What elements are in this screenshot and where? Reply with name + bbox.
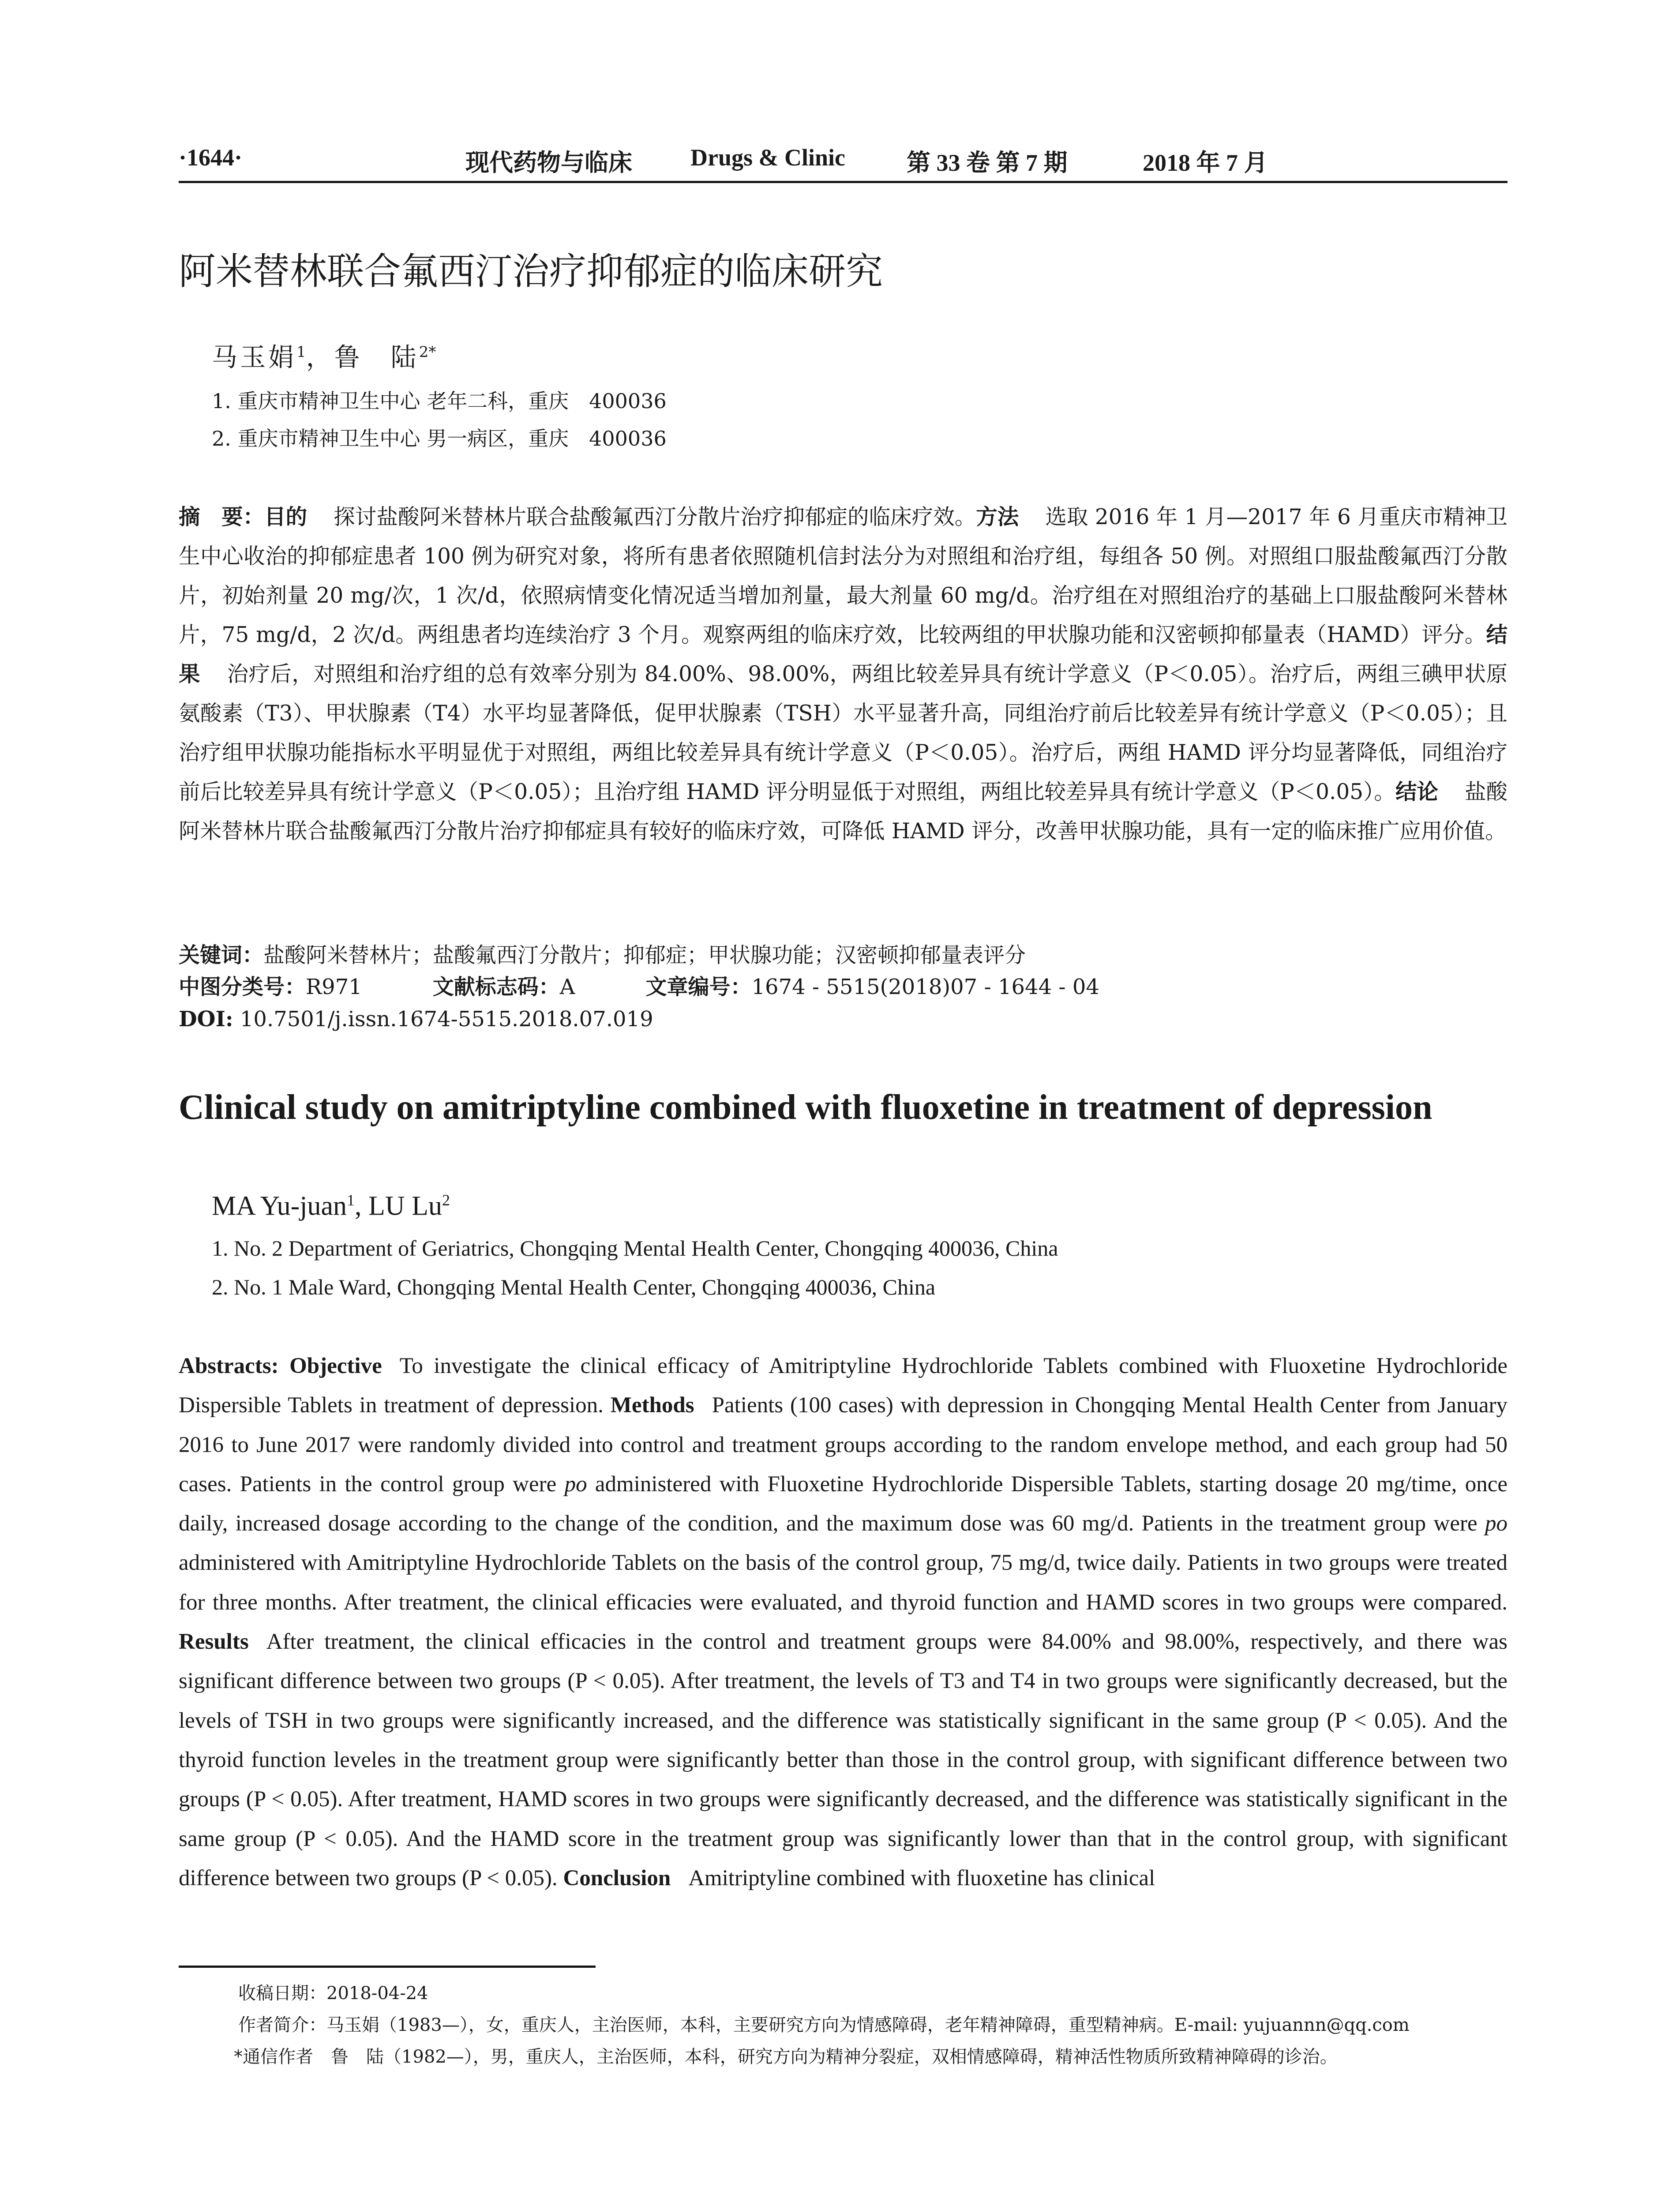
affiliation-cn-2: 2. 重庆市精神卫生中心 男一病区，重庆 400036 xyxy=(212,427,667,450)
received-label: 收稿日期： xyxy=(238,1983,326,2003)
methods-label: Methods xyxy=(610,1393,694,1418)
abstract-label: Abstracts: xyxy=(179,1354,279,1378)
results-text: 治疗后，对照组和治疗组的总有效率分别为 84.00%、98.00%，两组比较差异具有统计学意义（P＜0.05）。治疗后，两组三碘甲状原氨酸素（T3）、甲状腺素（T4）水平均显著降低，促甲状腺素（TSH）水平显著升高，同组治疗前后比较差异有统计学意义（P＜0.05）；且治疗组甲状腺功能指标水平明显优于对照组，两组比较差异具有统计学意义（P＜0.05）。治疗后，两组 HAMD 评分均显著降低，同组治疗前后比较差异具有统计学意义（P＜0.05）；且治疗组 HAMD 评分明显低于对照组，两组比较差异具有统计学意义（P＜0.05）。 xyxy=(179,662,1508,804)
objective-label: 目的 xyxy=(264,505,308,529)
conclusion-label: 结论 xyxy=(1395,780,1438,804)
po-term: po xyxy=(564,1471,587,1497)
po-term: po xyxy=(1485,1511,1508,1536)
author-separator: , xyxy=(354,1191,368,1221)
corresponding-text: 鲁 陆（1982—），男，重庆人，主治医师，本科，研究方向为精神分裂症，双相情感障碍，精神活性物质所致精神障碍的诊治。 xyxy=(313,2047,1338,2067)
affiliation-en-1: 1. No. 2 Department of Geriatrics, Chongqing Mental Health Center, Chongqing 400036, China xyxy=(212,1236,1058,1261)
corresponding-label: *通信作者 xyxy=(234,2047,313,2067)
abstract-en xyxy=(179,1347,1508,1898)
footnote-received xyxy=(238,1980,428,2007)
conclusion-text: Amitriptyline combined with fluoxetine has clinical xyxy=(688,1865,1155,1891)
objective-text: 探讨盐酸阿米替林片联合盐酸氟西汀分散片治疗抑郁症的临床疗效。 xyxy=(334,505,976,529)
keywords: 盐酸阿米替林片；盐酸氟西汀分散片；抑郁症；甲状腺功能；汉密顿抑郁量表评分 xyxy=(263,943,1026,968)
footnote-author-intro xyxy=(238,2012,1410,2038)
abstract-cn xyxy=(179,498,1508,851)
document-code: A xyxy=(559,975,575,999)
methods-text: 选取 2016 年 1 月—2017 年 6 月重庆市精神卫生中心收治的抑郁症患者 100 例为研究对象，将所有患者依照随机信封法分为对照组和治疗组，每组各 50 例。对照组口服盐酸氟西汀分散片，初始剂量 20 mg/次，1 次/d，依照病情变化情况适当增加剂量，最大剂量 60 mg/d。治疗组在对照组治疗的基础上口服盐酸阿米替林片，75 mg/d，2 次/d。两组患者均连续治疗 3 个月。观察两组的临床疗效，比较两组的甲状腺功能和汉密顿抑郁量表（HAMD）评分。 xyxy=(179,505,1508,647)
conclusion-label: Conclusion xyxy=(563,1865,671,1891)
affiliation-marker: 2* xyxy=(419,343,436,361)
volume-issue: 第 33 卷 第 7 期 xyxy=(907,150,1068,176)
article-number: 1674 - 5515(2018)07 - 1644 - 04 xyxy=(751,975,1099,999)
running-header xyxy=(179,140,1508,183)
keywords-line xyxy=(179,940,1026,971)
abstract-label: 摘 要： xyxy=(179,505,265,529)
results-label: 结果 xyxy=(179,623,1508,687)
author-name: MA Yu-juan xyxy=(212,1191,347,1221)
methods-text: administered with Fluoxetine Hydrochloride Dispersible Tablets, starting dosage 20 mg/time, once daily, increased dosage according to the change of the condition, and the maximum dose was 60 mg/d. Patients in the treatment group were xyxy=(179,1471,1508,1536)
author-name: LU Lu xyxy=(368,1191,442,1221)
conclusion-text: 盐酸阿米替林片联合盐酸氟西汀分散片治疗抑郁症具有较好的临床疗效，可降低 HAMD 评分，改善甲状腺功能，具有一定的临床推广应用价值。 xyxy=(179,780,1508,844)
affiliation-marker: 1 xyxy=(296,343,306,361)
affiliation-cn-1: 1. 重庆市精神卫生中心 老年二科，重庆 400036 xyxy=(212,389,667,413)
doi-label: DOI: xyxy=(179,1007,233,1032)
affiliation-marker: 2 xyxy=(442,1191,450,1209)
objective-text: To investigate the clinical efficacy of Amitriptyline Hydrochloride Tablets combined with Fluoxetine Hydrochloride Dispersible Tablets in treatment of depression. xyxy=(179,1354,1508,1418)
affiliation-marker: 1 xyxy=(346,1191,355,1209)
author-name: 马玉娟 xyxy=(212,342,297,372)
article-number-label: 文章编号： xyxy=(645,975,752,999)
methods-text: administered with Amitriptyline Hydrochloride Tablets on the basis of the control group, 75 mg/d, twice daily. Patients in two groups were treated for three months. After treatment, the clinical efficacies were evaluated, and thyroid function and HAMD scores in two groups were compared. xyxy=(179,1550,1508,1615)
author-separator: ， xyxy=(306,342,334,372)
author-name: 鲁 陆 xyxy=(334,342,419,372)
doi-line xyxy=(179,1004,653,1035)
author-intro-text: 马玉娟（1983—），女，重庆人，主治医师，本科，主要研究方向为情感障碍，老年精神障碍，重型精神病。E-mail: yujuannn@qq.com xyxy=(326,2015,1410,2035)
results-label: Results xyxy=(179,1629,249,1654)
author-list-cn xyxy=(212,334,436,375)
document-code-label: 文献标志码： xyxy=(432,975,560,999)
methods-text: Patients (100 cases) with depression in Chongqing Mental Health Center from January 2016 to June 2017 were randomly divided into control and treatment groups according to the random envelope method, and each group had 50 cases. Patients in the control group were xyxy=(179,1393,1508,1497)
footnote-divider xyxy=(179,1966,596,1968)
doi-value[interactable]: 10.7501/j.issn.1674-5515.2018.07.019 xyxy=(240,1007,653,1032)
author-list-en xyxy=(212,1182,450,1224)
page-number: ·1644· xyxy=(179,144,243,171)
article-title-en: Clinical study on amitriptyline combined with fluoxetine in treatment of depression xyxy=(179,1088,1432,1127)
received-date: 2018-04-24 xyxy=(326,1983,428,2003)
journal-name-cn: 现代药物与临床 xyxy=(465,150,632,176)
author-intro-label: 作者简介： xyxy=(238,2015,326,2035)
article-title-cn: 阿米替林联合氟西汀治疗抑郁症的临床研究 xyxy=(179,250,883,293)
results-text: After treatment, the clinical efficacies in the control and treatment groups were 84.00% and 98.00%, respectively, and there was significant difference between two groups (P < 0.05). After treatment, the levels of T3 and T4 in two groups were significantly decreased, but the levels of TSH in two groups were significantly increased, and the difference was statistically significant in the same group (P < 0.05). And the thyroid function leveles in the treatment group were significantly better than those in the control group, with significant difference between two groups (P < 0.05). After treatment, HAMD scores in two groups were significantly decreased, and the difference was statistically significant in the same group (P < 0.05). And the HAMD score in the treatment group was significantly lower than that in the control group, with significant difference between two groups (P < 0.05). xyxy=(179,1629,1508,1891)
objective-label: Objective xyxy=(289,1354,382,1378)
footnote-corresponding-author xyxy=(234,2044,1338,2070)
classification-line xyxy=(179,972,1099,1002)
keywords-label: 关键词： xyxy=(179,943,264,968)
affiliation-en-2: 2. No. 1 Male Ward, Chongqing Mental Health Center, Chongqing 400036, China xyxy=(212,1275,936,1299)
clc-code: R971 xyxy=(306,975,362,999)
journal-name-en: Drugs & Clinic xyxy=(690,144,845,171)
issue-date: 2018 年 7 月 xyxy=(1143,150,1268,176)
methods-label: 方法 xyxy=(976,505,1019,529)
clc-label: 中图分类号： xyxy=(179,975,306,999)
